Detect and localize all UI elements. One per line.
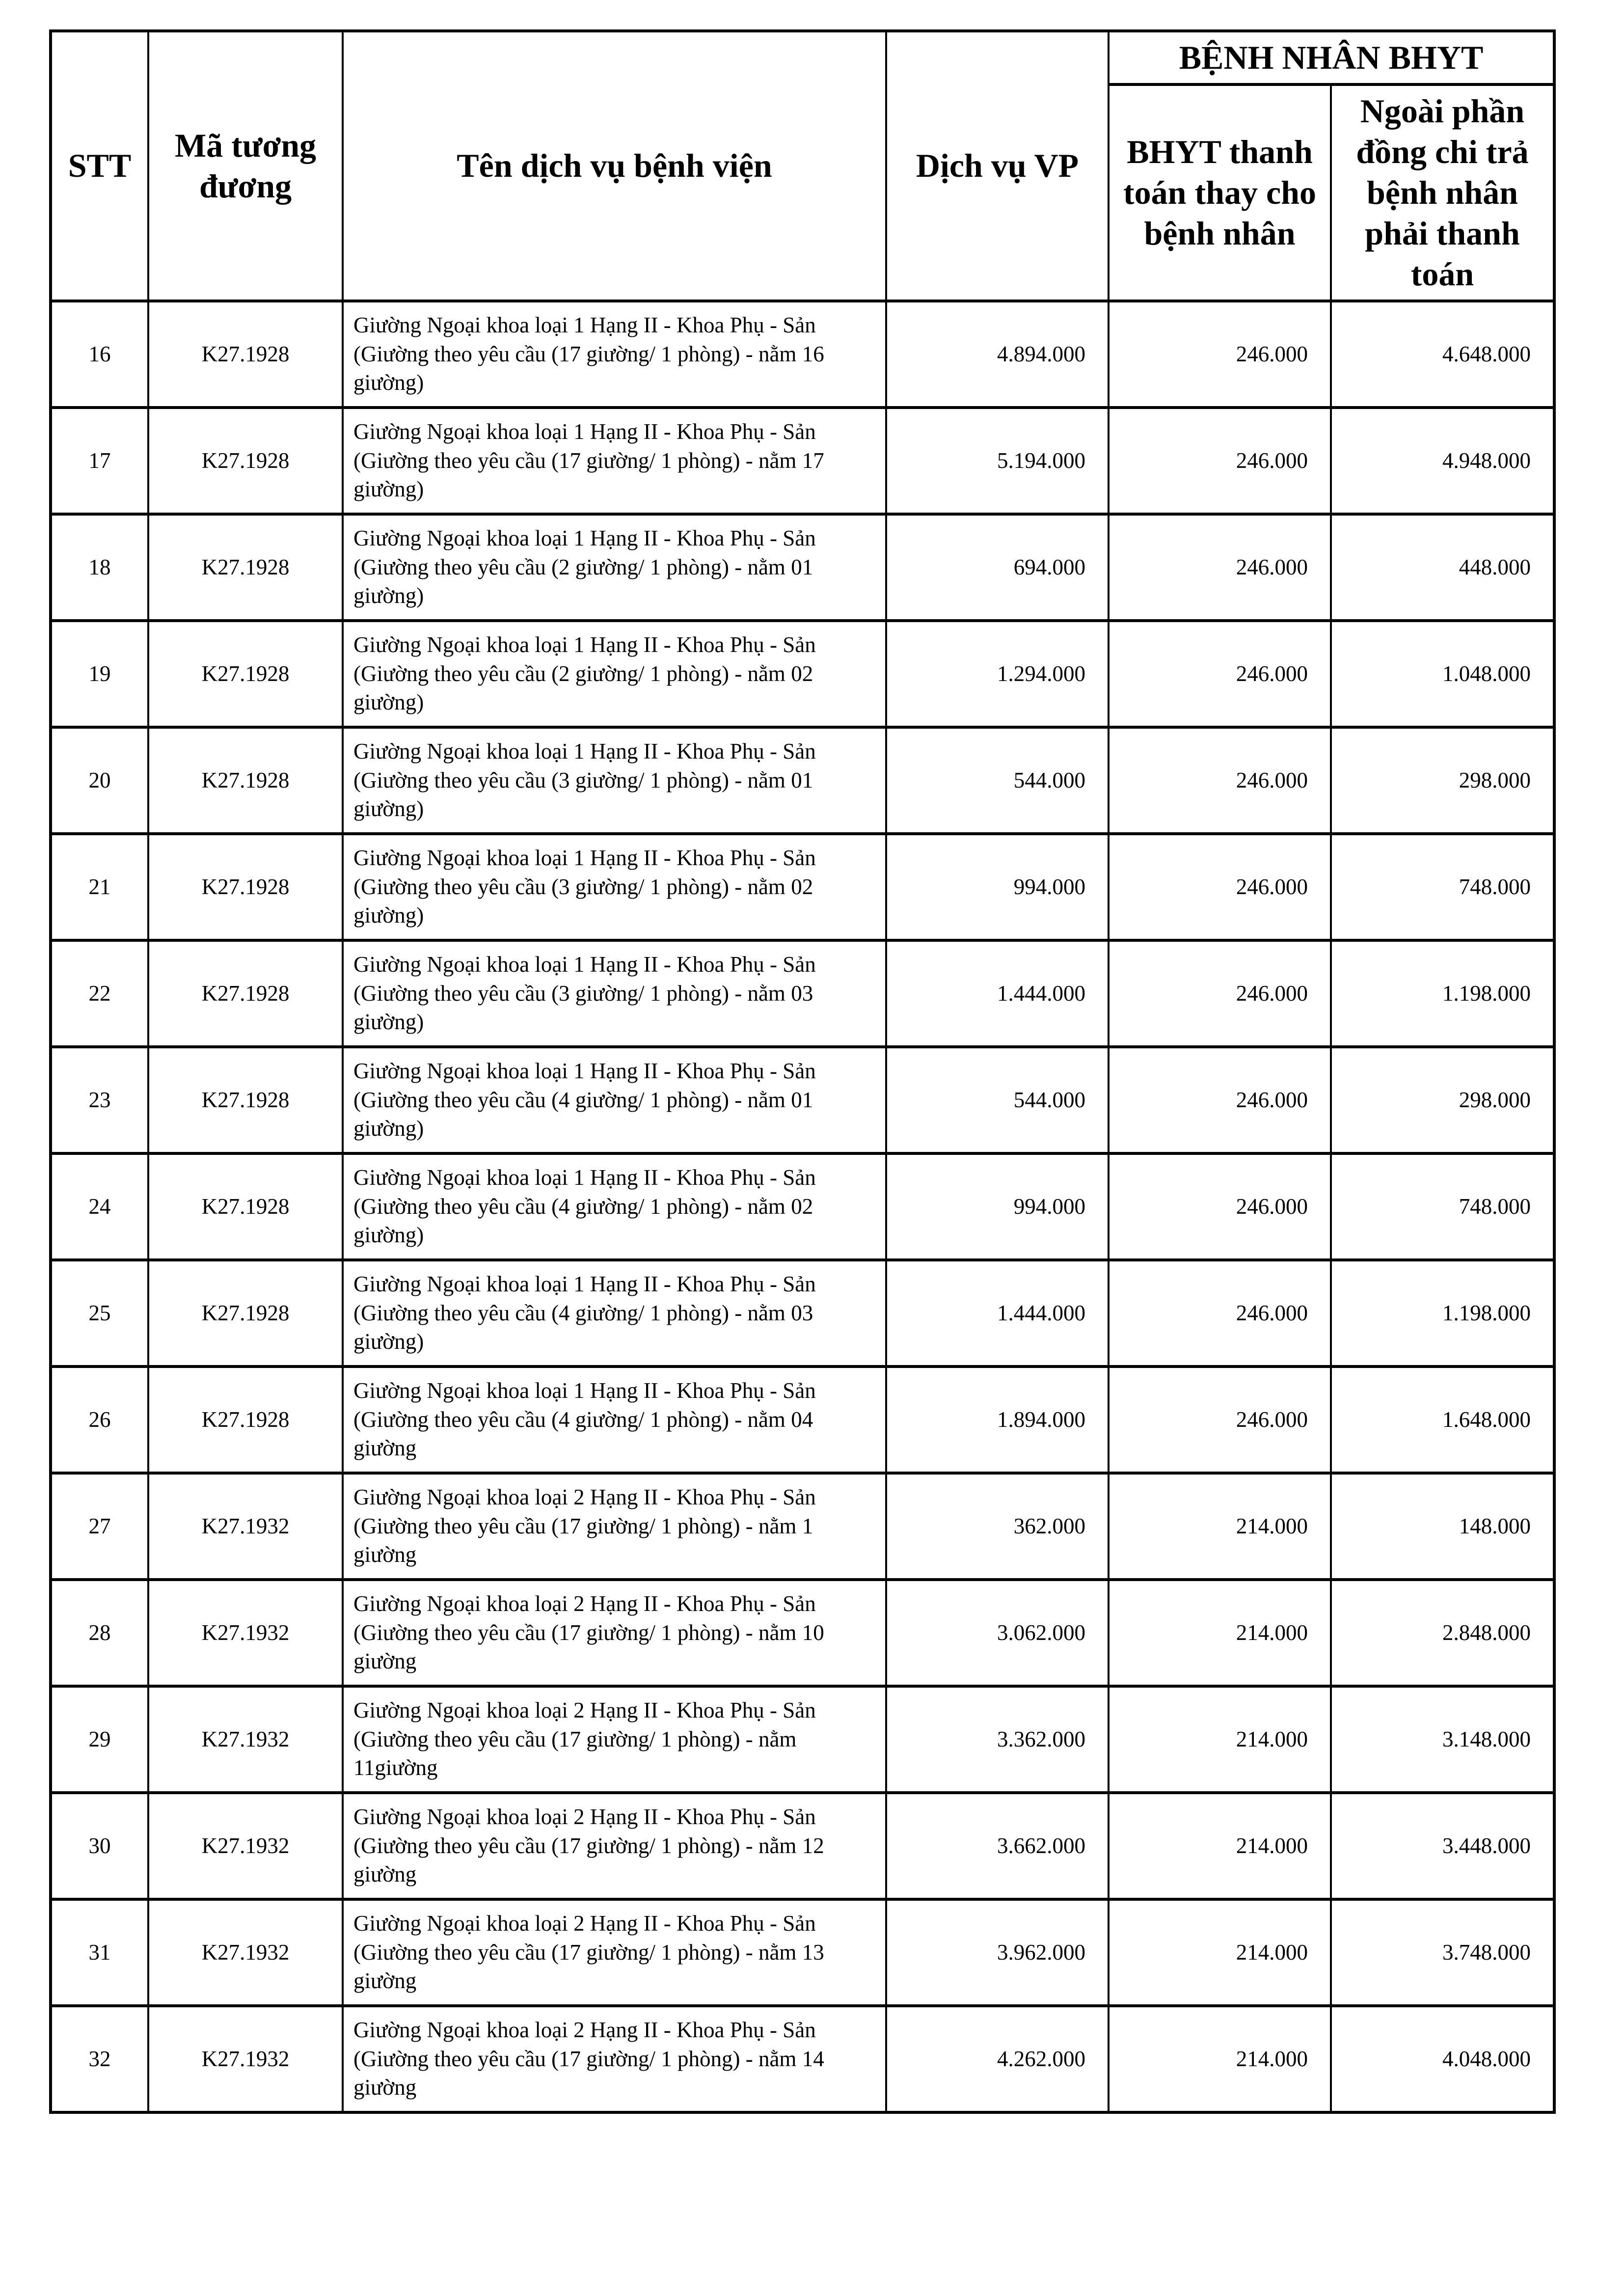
header-code: Mã tương đương [148,31,343,301]
stt-cell: 25 [51,1260,148,1367]
bhyt-paid-cell: 246.000 [1109,940,1331,1047]
vp-price-cell: 994.000 [886,834,1109,940]
patient-pay-cell: 1.048.000 [1331,621,1554,727]
stt-cell: 16 [51,301,148,408]
header-group-row [51,31,1554,84]
patient-pay-cell: 298.000 [1331,1047,1554,1153]
code-cell: K27.1928 [148,727,343,834]
service-name-cell: Giường Ngoại khoa loại 1 Hạng II - Khoa Phụ - Sản (Giường theo yêu cầu (3 giường/ 1 phòng) - nằm 01 giường) [343,727,886,834]
code-cell: K27.1928 [148,834,343,940]
header-copay: Ngoài phần đồng chi trả bệnh nhân phải thanh toán [1331,84,1554,301]
bhyt-paid-cell: 246.000 [1109,1153,1331,1260]
header-service-name: Tên dịch vụ bệnh viện [343,31,886,301]
service-name-cell: Giường Ngoại khoa loại 1 Hạng II - Khoa Phụ - Sản (Giường theo yêu cầu (17 giường/ 1 phòng) - nằm 17 giường) [343,408,886,514]
stt-cell: 22 [51,940,148,1047]
service-name-cell: Giường Ngoại khoa loại 2 Hạng II - Khoa Phụ - Sản (Giường theo yêu cầu (17 giường/ 1 phòng) - nằm 12 giường [343,1793,886,1899]
table-row [51,940,1554,1047]
table-row [51,2006,1554,2112]
bhyt-paid-cell: 214.000 [1109,1473,1331,1580]
table-row [51,1580,1554,1686]
stt-cell: 31 [51,1899,148,2006]
code-cell: K27.1928 [148,1260,343,1367]
vp-price-cell: 1.444.000 [886,940,1109,1047]
service-name-cell: Giường Ngoại khoa loại 2 Hạng II - Khoa Phụ - Sản (Giường theo yêu cầu (17 giường/ 1 phòng) - nằm 1 giường [343,1473,886,1580]
code-cell: K27.1928 [148,1047,343,1153]
stt-cell: 18 [51,514,148,621]
code-cell: K27.1932 [148,1686,343,1793]
patient-pay-cell: 448.000 [1331,514,1554,621]
bhyt-paid-cell: 246.000 [1109,621,1331,727]
bhyt-paid-cell: 214.000 [1109,1686,1331,1793]
header-stt: STT [51,31,148,301]
vp-price-cell: 3.062.000 [886,1580,1109,1686]
bhyt-paid-cell: 214.000 [1109,1580,1331,1686]
table-row [51,514,1554,621]
bhyt-paid-cell: 246.000 [1109,408,1331,514]
table-row [51,1047,1554,1153]
vp-price-cell: 1.444.000 [886,1260,1109,1367]
table-row [51,727,1554,834]
vp-price-cell: 3.662.000 [886,1793,1109,1899]
patient-pay-cell: 4.048.000 [1331,2006,1554,2112]
table-row [51,408,1554,514]
code-cell: K27.1932 [148,1899,343,2006]
service-name-cell: Giường Ngoại khoa loại 2 Hạng II - Khoa Phụ - Sản (Giường theo yêu cầu (17 giường/ 1 phòng) - nằm 10 giường [343,1580,886,1686]
patient-pay-cell: 1.198.000 [1331,940,1554,1047]
service-name-cell: Giường Ngoại khoa loại 2 Hạng II - Khoa Phụ - Sản (Giường theo yêu cầu (17 giường/ 1 phòng) - nằm 11giường [343,1686,886,1793]
vp-price-cell: 4.262.000 [886,2006,1109,2112]
table-row [51,1793,1554,1899]
code-cell: K27.1928 [148,408,343,514]
service-name-cell: Giường Ngoại khoa loại 2 Hạng II - Khoa Phụ - Sản (Giường theo yêu cầu (17 giường/ 1 phòng) - nằm 14 giường [343,2006,886,2112]
vp-price-cell: 1.294.000 [886,621,1109,727]
stt-cell: 30 [51,1793,148,1899]
vp-price-cell: 1.894.000 [886,1367,1109,1473]
service-name-cell: Giường Ngoại khoa loại 1 Hạng II - Khoa Phụ - Sản (Giường theo yêu cầu (2 giường/ 1 phòng) - nằm 02 giường) [343,621,886,727]
vp-price-cell: 694.000 [886,514,1109,621]
patient-pay-cell: 1.198.000 [1331,1260,1554,1367]
code-cell: K27.1928 [148,621,343,727]
table-row [51,834,1554,940]
bhyt-paid-cell: 214.000 [1109,2006,1331,2112]
service-price-table [49,29,1556,2114]
vp-price-cell: 544.000 [886,1047,1109,1153]
table-row [51,301,1554,408]
bhyt-paid-cell: 246.000 [1109,834,1331,940]
stt-cell: 27 [51,1473,148,1580]
stt-cell: 19 [51,621,148,727]
patient-pay-cell: 1.648.000 [1331,1367,1554,1473]
vp-price-cell: 3.962.000 [886,1899,1109,2006]
table-row [51,1899,1554,2006]
table-row [51,1260,1554,1367]
stt-cell: 21 [51,834,148,940]
patient-pay-cell: 3.448.000 [1331,1793,1554,1899]
patient-pay-cell: 298.000 [1331,727,1554,834]
service-name-cell: Giường Ngoại khoa loại 1 Hạng II - Khoa Phụ - Sản (Giường theo yêu cầu (17 giường/ 1 phòng) - nằm 16 giường) [343,301,886,408]
vp-price-cell: 5.194.000 [886,408,1109,514]
bhyt-paid-cell: 246.000 [1109,727,1331,834]
header-vp-price: Dịch vụ VP [886,31,1109,301]
table-row [51,621,1554,727]
service-name-cell: Giường Ngoại khoa loại 2 Hạng II - Khoa Phụ - Sản (Giường theo yêu cầu (17 giường/ 1 phòng) - nằm 13 giường [343,1899,886,2006]
table-row [51,1473,1554,1580]
service-name-cell: Giường Ngoại khoa loại 1 Hạng II - Khoa Phụ - Sản (Giường theo yêu cầu (3 giường/ 1 phòng) - nằm 02 giường) [343,834,886,940]
code-cell: K27.1928 [148,940,343,1047]
service-name-cell: Giường Ngoại khoa loại 1 Hạng II - Khoa Phụ - Sản (Giường theo yêu cầu (4 giường/ 1 phòng) - nằm 01 giường) [343,1047,886,1153]
stt-cell: 24 [51,1153,148,1260]
stt-cell: 20 [51,727,148,834]
bhyt-paid-cell: 246.000 [1109,1047,1331,1153]
service-name-cell: Giường Ngoại khoa loại 1 Hạng II - Khoa Phụ - Sản (Giường theo yêu cầu (4 giường/ 1 phòng) - nằm 04 giường [343,1367,886,1473]
patient-pay-cell: 4.648.000 [1331,301,1554,408]
header-bhyt-pay: BHYT thanh toán thay cho bệnh nhân [1109,84,1331,301]
code-cell: K27.1932 [148,1473,343,1580]
bhyt-paid-cell: 214.000 [1109,1793,1331,1899]
patient-pay-cell: 3.148.000 [1331,1686,1554,1793]
table-row [51,1153,1554,1260]
table-row [51,1686,1554,1793]
bhyt-paid-cell: 246.000 [1109,514,1331,621]
header-bhyt-group: BỆNH NHÂN BHYT [1109,31,1554,84]
service-name-cell: Giường Ngoại khoa loại 1 Hạng II - Khoa Phụ - Sản (Giường theo yêu cầu (2 giường/ 1 phòng) - nằm 01 giường) [343,514,886,621]
stt-cell: 29 [51,1686,148,1793]
bhyt-paid-cell: 246.000 [1109,1367,1331,1473]
code-cell: K27.1932 [148,1580,343,1686]
stt-cell: 32 [51,2006,148,2112]
service-name-cell: Giường Ngoại khoa loại 1 Hạng II - Khoa Phụ - Sản (Giường theo yêu cầu (4 giường/ 1 phòng) - nằm 03 giường) [343,1260,886,1367]
bhyt-paid-cell: 246.000 [1109,301,1331,408]
stt-cell: 26 [51,1367,148,1473]
patient-pay-cell: 2.848.000 [1331,1580,1554,1686]
code-cell: K27.1928 [148,301,343,408]
patient-pay-cell: 148.000 [1331,1473,1554,1580]
table-header [51,31,1554,301]
vp-price-cell: 4.894.000 [886,301,1109,408]
patient-pay-cell: 748.000 [1331,834,1554,940]
patient-pay-cell: 4.948.000 [1331,408,1554,514]
bhyt-paid-cell: 214.000 [1109,1899,1331,2006]
stt-cell: 17 [51,408,148,514]
vp-price-cell: 3.362.000 [886,1686,1109,1793]
table-row [51,1367,1554,1473]
patient-pay-cell: 748.000 [1331,1153,1554,1260]
vp-price-cell: 362.000 [886,1473,1109,1580]
code-cell: K27.1932 [148,2006,343,2112]
stt-cell: 28 [51,1580,148,1686]
table-body [51,301,1554,2112]
patient-pay-cell: 3.748.000 [1331,1899,1554,2006]
stt-cell: 23 [51,1047,148,1153]
code-cell: K27.1928 [148,1153,343,1260]
code-cell: K27.1928 [148,1367,343,1473]
vp-price-cell: 544.000 [886,727,1109,834]
service-name-cell: Giường Ngoại khoa loại 1 Hạng II - Khoa Phụ - Sản (Giường theo yêu cầu (4 giường/ 1 phòng) - nằm 02 giường) [343,1153,886,1260]
service-name-cell: Giường Ngoại khoa loại 1 Hạng II - Khoa Phụ - Sản (Giường theo yêu cầu (3 giường/ 1 phòng) - nằm 03 giường) [343,940,886,1047]
vp-price-cell: 994.000 [886,1153,1109,1260]
code-cell: K27.1928 [148,514,343,621]
code-cell: K27.1932 [148,1793,343,1899]
bhyt-paid-cell: 246.000 [1109,1260,1331,1367]
